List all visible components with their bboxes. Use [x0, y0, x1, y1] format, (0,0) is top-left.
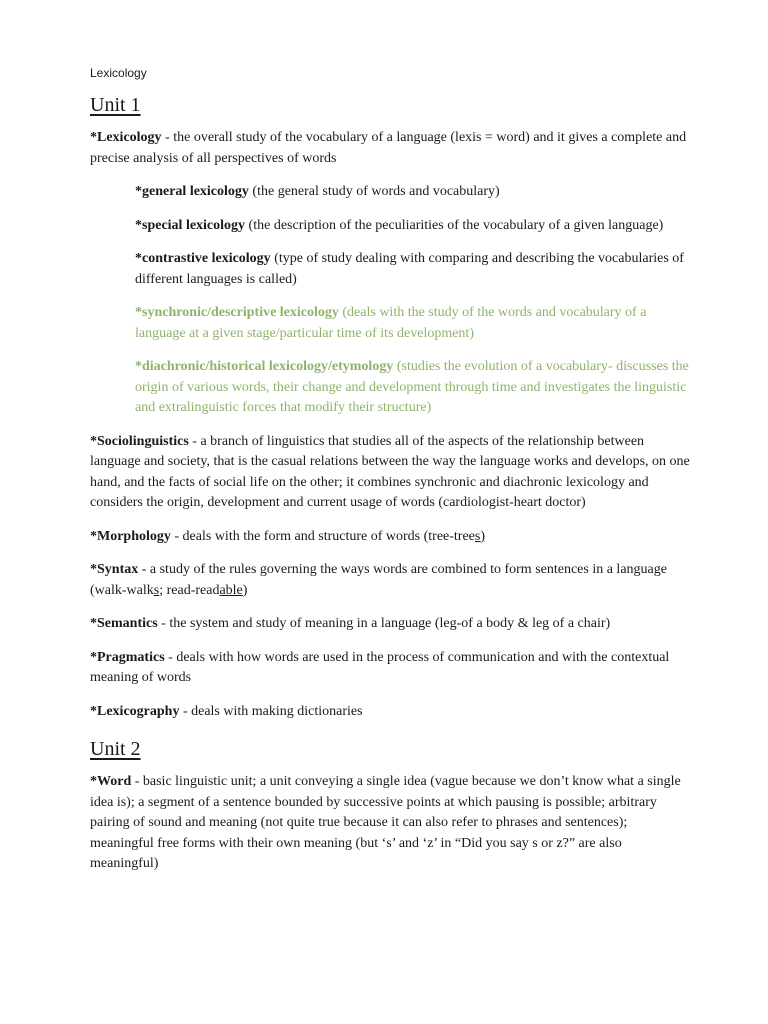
term-general-lexicology: *general lexicology — [135, 184, 249, 199]
term-special-lexicology: *special lexicology — [135, 217, 246, 233]
term-pragmatics: *Pragmatics — [90, 649, 165, 665]
unit-1-heading: Unit 1 — [90, 94, 141, 116]
underlined-suffix-s: s) — [474, 528, 486, 544]
definition-sociolinguistics: - a branch of linguistics that studies all of the aspects of the relationship between language and society, that is the casual relations between the way the language works and develops, on one hand, and the facts of social life on the other; it combines synchronic and diachronic lexicology and considers the origin, development and current usage of words (cardiologist-heart doctor) — [90, 433, 690, 510]
unit-2-heading: Unit 2 — [90, 738, 141, 760]
definition-special-lexicology: (the description of the peculiarities of the vocabulary of a given language) — [245, 217, 664, 233]
entry-word — [90, 772, 690, 875]
definition-syntax: - a study of the rules governing the ways words are combined to form sentences in a language (walk-walk — [90, 562, 667, 598]
entry-semantics — [90, 614, 690, 635]
entry-diachronic-lexicology — [135, 357, 690, 419]
definition-semantics: - the system and study of meaning in a language (leg-of a body & leg of a chair) — [157, 616, 611, 631]
entry-synchronic-lexicology — [135, 303, 690, 344]
term-lexicography: *Lexicography — [90, 703, 180, 719]
definition-lexicography: - deals with making dictionaries — [179, 703, 363, 719]
entry-sociolinguistics — [90, 432, 690, 514]
underlined-suffix-able: able — [219, 582, 243, 598]
term-syntax: *Syntax — [90, 562, 139, 577]
entry-contrastive-lexicology — [135, 249, 690, 290]
term-contrastive-lexicology: *contrastive lexicology — [135, 251, 271, 266]
entry-special-lexicology — [135, 216, 690, 237]
entry-syntax — [90, 560, 690, 601]
definition-lexicology: - the overall study of the vocabulary of a language (lexis = word) and it gives a complete and precise analysis of all perspectives of words — [90, 130, 687, 166]
definition-diachronic-lexicology: (studies the evolution of a vocabulary- discusses the origin of various words, their change and development through time and investigates the linguistic and extralinguistic forces that modify their structure) — [135, 359, 689, 415]
entry-pragmatics — [90, 648, 690, 689]
term-semantics: *Semantics — [90, 616, 158, 631]
entry-general-lexicology — [135, 182, 690, 203]
definition-pragmatics: - deals with how words are used in the process of communication and with the contextual meaning of words — [90, 649, 670, 685]
definition-morphology: - deals with the form and structure of words (tree-tree — [170, 528, 475, 544]
definition-syntax-end: ) — [242, 582, 248, 598]
definition-general-lexicology: (the general study of words and vocabulary) — [248, 184, 500, 199]
term-word: *Word — [90, 774, 132, 789]
document-header: Lexicology — [90, 66, 147, 80]
definition-synchronic-lexicology: (deals with the study of the words and vocabulary of a language at a given stage/particular time of its development) — [135, 305, 647, 341]
entry-morphology — [90, 527, 690, 548]
entry-lexicography — [90, 702, 690, 723]
entry-lexicology — [90, 128, 690, 169]
definition-word: - basic linguistic unit; a unit conveying a single idea (vague because we don’t know what a single idea is); a segment of a sentence bounded by successive points at which pausing is possible; arbitrary pairing of sound and meaning (not quite true because it can also refer to phrases and sentences); meaningful free forms with their own meaning (but ‘s’ and ‘z’ in “Did you say s or z?” are also meaningful) — [90, 774, 681, 871]
term-morphology: *Morphology — [90, 528, 171, 544]
underlined-suffix-s-walks: s — [153, 582, 160, 598]
term-lexicology: *Lexicology — [90, 130, 162, 145]
term-synchronic-lexicology: *synchronic/descriptive lexicology — [135, 305, 339, 320]
definition-syntax-middle: ; read-read — [159, 582, 220, 598]
term-sociolinguistics: *Sociolinguistics — [90, 433, 189, 449]
document-page — [90, 64, 690, 888]
definition-contrastive-lexicology: (type of study dealing with comparing and describing the vocabularies of different languages is called) — [135, 251, 684, 287]
term-diachronic-lexicology: *diachronic/historical lexicology/etymology — [135, 359, 394, 374]
